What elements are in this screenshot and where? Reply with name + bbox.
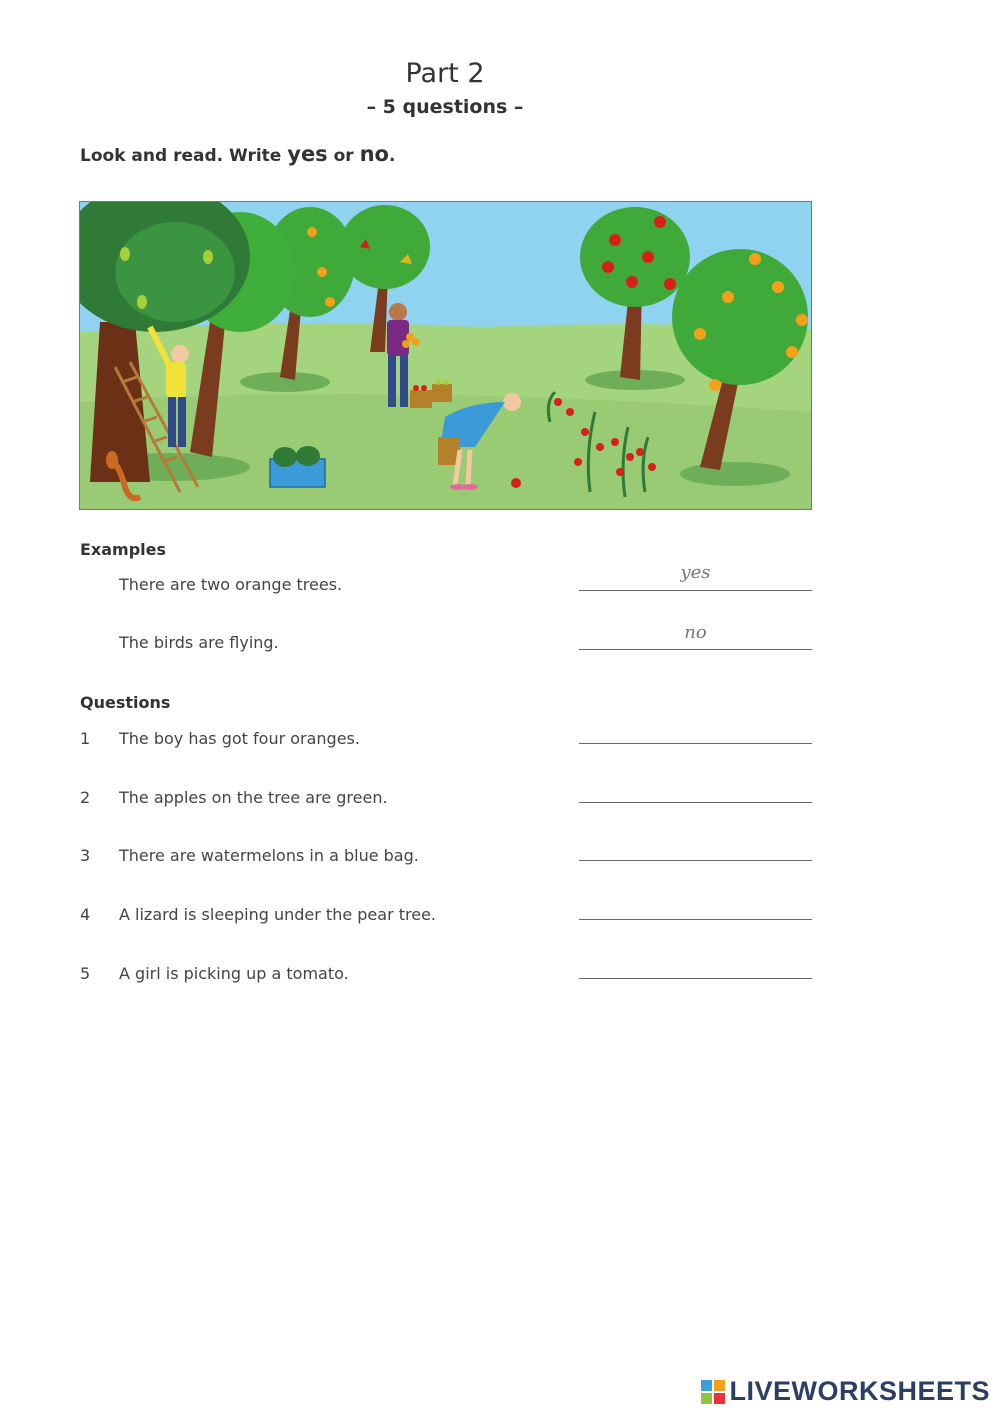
liveworksheets-icon xyxy=(701,1380,725,1404)
question-text: The boy has got four oranges. xyxy=(119,729,360,748)
answer-input-1[interactable] xyxy=(579,743,812,744)
question-number: 1 xyxy=(80,729,91,748)
examples-heading: Examples xyxy=(80,540,167,559)
orchard-scene xyxy=(80,202,812,510)
instruction-post: . xyxy=(388,146,396,166)
orchard-illustration xyxy=(79,201,812,510)
answer-input-2[interactable] xyxy=(579,802,812,803)
example-answer: no xyxy=(684,622,707,643)
question-text: A lizard is sleeping under the pear tree. xyxy=(119,905,437,924)
instruction-no: no xyxy=(359,142,389,166)
question-number: 5 xyxy=(80,964,91,983)
example-answer-line xyxy=(579,649,812,650)
question-text: A girl is picking up a tomato. xyxy=(119,964,349,983)
example-answer-line xyxy=(579,590,812,591)
watermelon-bag xyxy=(270,446,325,487)
example-answer: yes xyxy=(680,562,711,583)
page-title: Part 2 xyxy=(405,58,485,89)
question-number: 2 xyxy=(80,788,91,807)
instruction-mid: or xyxy=(327,146,360,166)
instruction xyxy=(80,142,395,166)
example-text: There are two orange trees. xyxy=(119,575,343,594)
question-text: The apples on the tree are green. xyxy=(119,788,388,807)
answer-input-3[interactable] xyxy=(579,860,812,861)
example-text: The birds are flying. xyxy=(119,633,279,652)
question-number: 3 xyxy=(80,846,91,865)
questions-heading: Questions xyxy=(80,693,171,712)
question-number: 4 xyxy=(80,905,91,924)
page-subtitle: – 5 questions – xyxy=(366,96,524,118)
liveworksheets-brand: LIVEWORKSHEETS xyxy=(729,1376,990,1406)
liveworksheets-logo[interactable] xyxy=(701,1376,990,1407)
answer-input-5[interactable] xyxy=(579,978,812,979)
instruction-pre: Look and read. Write xyxy=(80,146,288,166)
instruction-yes: yes xyxy=(287,142,328,166)
question-text: There are watermelons in a blue bag. xyxy=(119,846,419,865)
answer-input-4[interactable] xyxy=(579,919,812,920)
tomato-icon xyxy=(511,478,521,488)
